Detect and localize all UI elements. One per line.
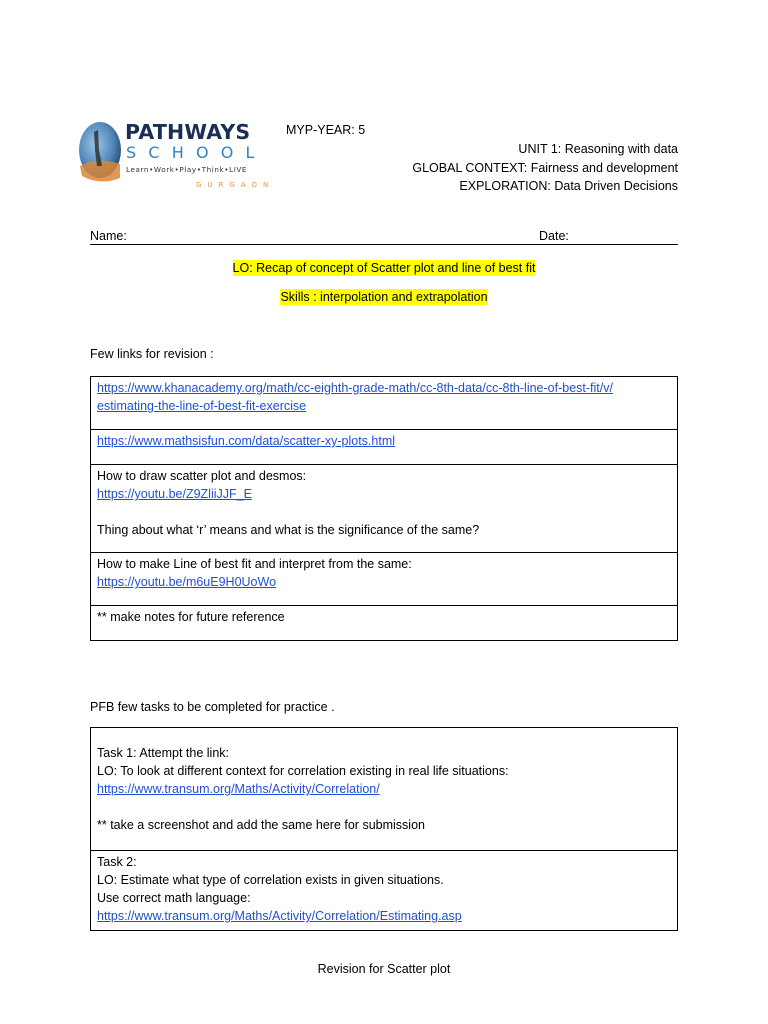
table-cell [91,728,678,851]
task1-lo: LO: To look at different context for correlation existing in real life situations: [97,764,509,778]
table-cell [91,465,678,553]
footer-caption: Revision for Scatter plot [317,962,451,976]
table-row [91,851,678,931]
tasks-table [90,727,678,931]
task2-lang: Use correct math language: [97,891,251,905]
logo-title: PATHWAYS [125,120,251,144]
best-fit-video-link[interactable]: https://youtu.be/m6uE9H0UoWo [97,575,277,589]
transum-correlation-link[interactable]: https://www.transum.org/Maths/Activity/Correlation/ [97,782,380,796]
transum-estimating-link[interactable]: https://www.transum.org/Maths/Activity/Correlation/Estimating.asp [97,909,462,923]
table-cell [91,606,678,641]
task2-title: Task 2: [97,855,137,869]
r-question: Thing about what ‘r’ means and what is the significance of the same? [97,523,480,537]
desmos-video-link[interactable]: https://youtu.be/Z9ZliiJJF_E [97,487,252,501]
logo-city: GURGAON [196,181,275,187]
table-row [91,430,678,465]
table-row [91,728,678,851]
table-row [91,606,678,641]
logo-tagline: Learn•Work•Play•Think•LIVE [126,165,248,174]
best-fit-text: How to make Line of best fit and interpret from the same: [97,557,412,571]
skills-text: Skills : interpolation and extrapolation [280,290,488,304]
name-label: Name: [90,229,127,243]
table-row [91,377,678,430]
logo-school: SCHOOL [126,143,267,162]
desmos-text: How to draw scatter plot and desmos: [97,469,307,483]
revision-intro: Few links for revision : [90,347,214,361]
notes-text: ** make notes for future reference [97,610,285,624]
logo-globe-icon [76,120,124,186]
learning-objective [0,259,768,277]
table-cell [91,851,678,931]
table-row [91,553,678,606]
khan-academy-link[interactable]: https://www.khanacademy.org/math/cc-eighth-grade-math/cc-8th-data/cc-8th-line-of-best-fit/v/ estimating-the-line-of-best-fit-exercise [97,381,613,413]
global-context: GLOBAL CONTEXT: Fairness and development [412,161,678,175]
date-label: Date: [539,229,569,243]
mathsisfun-link[interactable]: https://www.mathsisfun.com/data/scatter-xy-plots.html [97,434,396,448]
task1-title: Task 1: Attempt the link: [97,746,230,760]
table-cell [91,553,678,606]
exploration: EXPLORATION: Data Driven Decisions [459,179,678,193]
task1-note: ** take a screenshot and add the same here for submission [97,818,425,832]
header-rule [90,244,678,245]
myp-year: MYP-YEAR: 5 [286,123,366,137]
table-cell [91,430,678,465]
tasks-intro: PFB few tasks to be completed for practice . [90,700,335,714]
revision-links-table [90,376,678,641]
table-row [91,465,678,553]
unit-title: UNIT 1: Reasoning with data [518,142,678,156]
learning-objective-text: LO: Recap of concept of Scatter plot and line of best fit [232,261,536,275]
school-logo [76,120,274,192]
task2-lo: LO: Estimate what type of correlation exists in given situations. [97,873,444,887]
skills [0,288,768,306]
table-cell [91,377,678,430]
